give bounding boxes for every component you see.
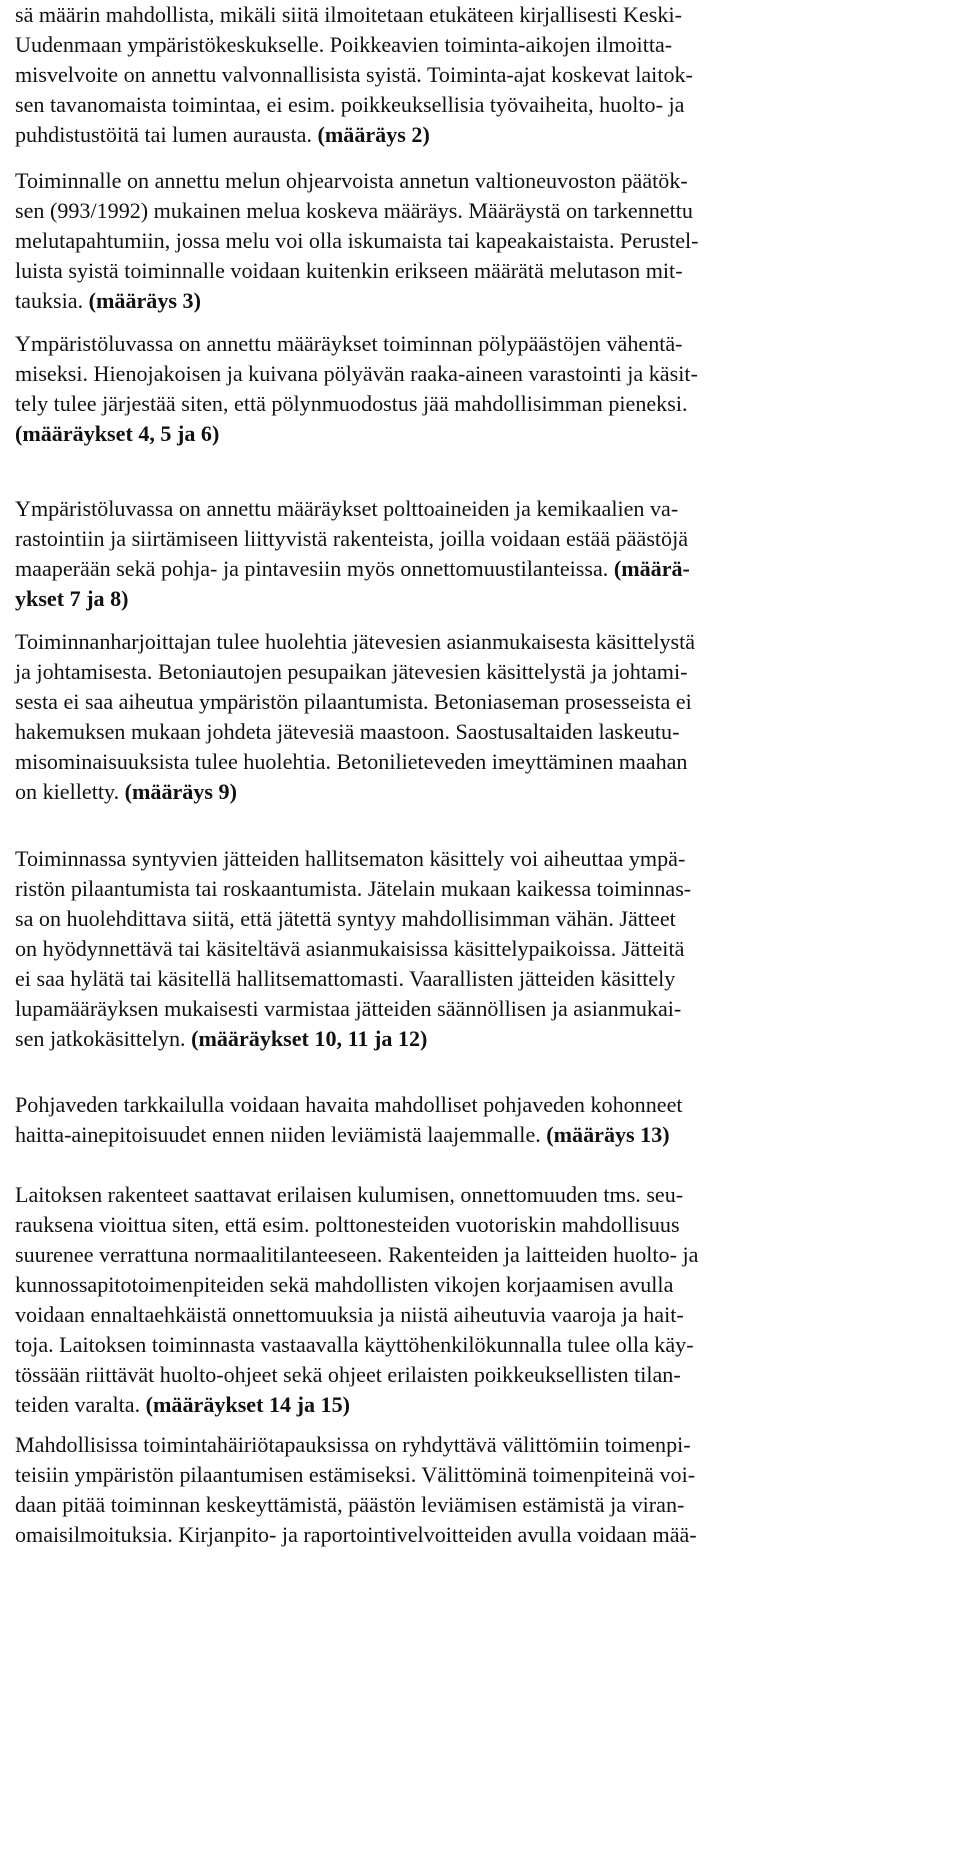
line-text: Pohjaveden tarkkailulla voidaan havaita mahdolliset pohjaveden kohonneet — [15, 1092, 683, 1117]
line-text: rauksena vioittua siten, että esim. polttonesteiden vuotoriskin mahdollisuus — [15, 1212, 680, 1237]
text-line — [15, 256, 945, 286]
line-text: sä määrin mahdollista, mikäli siitä ilmoitetaan etukäteen kirjallisesti Keski- — [15, 2, 682, 27]
line-text: tössään riittävät huolto-ohjeet sekä ohjeet erilaisten poikkeuksellisten tilan- — [15, 1362, 681, 1387]
regulation-reference: ykset 7 ja 8) — [15, 586, 129, 611]
text-line — [15, 60, 945, 90]
line-text: melutapahtumiin, jossa melu voi olla iskumaista tai kapeakaistaista. Perustel- — [15, 228, 699, 253]
line-text: voidaan ennaltaehkäistä onnettomuuksia ja niistä aiheutuvia vaaroja ja hait- — [15, 1302, 684, 1327]
text-line — [15, 1490, 945, 1520]
paragraph — [15, 166, 945, 316]
regulation-reference: (määräys 3) — [88, 288, 201, 313]
text-line — [15, 657, 945, 687]
line-text: Uudenmaan ympäristökeskukselle. Poikkeavien toiminta-aikojen ilmoitta- — [15, 32, 673, 57]
paragraph — [15, 329, 945, 449]
text-line — [15, 627, 945, 657]
paragraph — [15, 1430, 945, 1550]
line-text: teiden varalta. — [15, 1392, 146, 1417]
text-line — [15, 1240, 945, 1270]
line-text: tely tulee järjestää siten, että pölynmuodostus jää mahdollisimman pieneksi. — [15, 391, 688, 416]
line-text: suurenee verrattuna normaalitilanteeseen. Rakenteiden ja laitteiden huolto- ja — [15, 1242, 699, 1267]
line-text: Toiminnanharjoittajan tulee huolehtia jätevesien asianmukaisesta käsittelystä — [15, 629, 696, 654]
line-text: kunnossapitotoimenpiteiden sekä mahdollisten vikojen korjaamisen avulla — [15, 1272, 674, 1297]
text-line — [15, 747, 945, 777]
line-text: puhdistustöitä tai lumen aurausta. — [15, 122, 318, 147]
regulation-reference: (määräys 13) — [546, 1122, 670, 1147]
paragraph — [15, 844, 945, 1054]
text-line — [15, 1120, 945, 1150]
text-line — [15, 120, 945, 150]
text-line — [15, 1270, 945, 1300]
text-line — [15, 1330, 945, 1360]
text-line — [15, 359, 945, 389]
paragraph — [15, 494, 945, 614]
line-text: Toiminnalle on annettu melun ohjearvoista annetun valtioneuvoston päätök- — [15, 168, 688, 193]
line-text: Ympäristöluvassa on annettu määräykset toiminnan pölypäästöjen vähentä- — [15, 331, 683, 356]
text-line — [15, 844, 945, 874]
line-text: rastointiin ja siirtämiseen liittyvistä rakenteista, joilla voidaan estää päästöjä — [15, 526, 689, 551]
line-text: maaperään sekä pohja- ja pintavesiin myös onnettomuustilanteissa. — [15, 556, 614, 581]
line-text: Laitoksen rakenteet saattavat erilaisen kulumisen, onnettomuuden tms. seu- — [15, 1182, 684, 1207]
paragraph — [15, 0, 945, 150]
line-text: miseksi. Hienojakoisen ja kuivana pölyävän raaka-aineen varastointi ja käsit- — [15, 361, 698, 386]
text-line — [15, 524, 945, 554]
regulation-reference: (määräys 9) — [124, 779, 237, 804]
text-line — [15, 777, 945, 807]
line-text: haitta-ainepitoisuudet ennen niiden leviämistä laajemmalle. — [15, 1122, 547, 1147]
text-line — [15, 964, 945, 994]
document-page — [15, 0, 945, 1871]
line-text: ristön pilaantumista tai roskaantumista. Jätelain mukaan kaikessa toiminnas- — [15, 876, 692, 901]
text-line — [15, 419, 945, 449]
line-text: on hyödynnettävä tai käsiteltävä asianmukaisissa käsittelypaikoissa. Jätteitä — [15, 936, 685, 961]
text-line — [15, 1300, 945, 1330]
text-line — [15, 1090, 945, 1120]
line-text: misvelvoite on annettu valvonnallisista syistä. Toiminta-ajat koskevat laitok- — [15, 62, 693, 87]
text-line — [15, 1460, 945, 1490]
regulation-reference: (määräykset 4, 5 ja 6) — [15, 421, 220, 446]
line-text: tauksia. — [15, 288, 89, 313]
text-line — [15, 166, 945, 196]
line-text: lupamääräyksen mukaisesti varmistaa jätteiden säännöllisen ja asianmukai- — [15, 996, 682, 1021]
line-text: sen jatkokäsittelyn. — [15, 1026, 192, 1051]
text-line — [15, 30, 945, 60]
text-line — [15, 0, 945, 30]
text-line — [15, 934, 945, 964]
line-text: Toiminnassa syntyvien jätteiden hallitsematon käsittely voi aiheuttaa ympä- — [15, 846, 686, 871]
paragraph — [15, 1090, 945, 1150]
text-line — [15, 286, 945, 316]
line-text: sa on huolehdittava siitä, että jätettä syntyy mahdollisimman vähän. Jätteet — [15, 906, 676, 931]
text-line — [15, 90, 945, 120]
text-line — [15, 874, 945, 904]
text-line — [15, 994, 945, 1024]
text-line — [15, 389, 945, 419]
text-line — [15, 1390, 945, 1420]
line-text: daan pitää toiminnan keskeyttämistä, päästön leviämisen estämistä ja viran- — [15, 1492, 685, 1517]
line-text: on kielletty. — [15, 779, 125, 804]
line-text: omaisilmoituksia. Kirjanpito- ja raportointivelvoitteiden avulla voidaan mää- — [15, 1522, 697, 1547]
text-line — [15, 196, 945, 226]
line-text: Mahdollisissa toimintahäiriötapauksissa on ryhdyttävä välittömiin toimenpi- — [15, 1432, 691, 1457]
line-text: ja johtamisesta. Betoniautojen pesupaikan jätevesien käsittelystä ja johtami- — [15, 659, 688, 684]
text-line — [15, 1024, 945, 1054]
paragraph — [15, 1180, 945, 1420]
regulation-reference: (määrä- — [613, 556, 690, 581]
line-text: ei saa hylätä tai käsitellä hallitsemattomasti. Vaarallisten jätteiden käsittely — [15, 966, 676, 991]
text-line — [15, 1210, 945, 1240]
line-text: sen tavanomaista toimintaa, ei esim. poikkeuksellisia työvaiheita, huolto- ja — [15, 92, 685, 117]
line-text: toja. Laitoksen toiminnasta vastaavalla käyttöhenkilökunnalla tulee olla käy- — [15, 1332, 694, 1357]
text-line — [15, 1360, 945, 1390]
paragraph — [15, 627, 945, 807]
text-line — [15, 1430, 945, 1460]
text-line — [15, 717, 945, 747]
text-line — [15, 584, 945, 614]
text-line — [15, 687, 945, 717]
text-line — [15, 494, 945, 524]
regulation-reference: (määräykset 10, 11 ja 12) — [191, 1026, 428, 1051]
text-line — [15, 904, 945, 934]
line-text: sesta ei saa aiheutua ympäristön pilaantumista. Betoniaseman prosesseista ei — [15, 689, 692, 714]
line-text: sen (993/1992) mukainen melua koskeva määräys. Määräystä on tarkennettu — [15, 198, 693, 223]
text-line — [15, 1180, 945, 1210]
text-line — [15, 1520, 945, 1550]
line-text: luista syistä toiminnalle voidaan kuitenkin erikseen määrätä melutason mit- — [15, 258, 683, 283]
line-text: hakemuksen mukaan johdeta jätevesiä maastoon. Saostusaltaiden laskeutu- — [15, 719, 680, 744]
line-text: misominaisuuksista tulee huolehtia. Betonilieteveden imeyttäminen maahan — [15, 749, 688, 774]
text-line — [15, 329, 945, 359]
regulation-reference: (määräys 2) — [317, 122, 430, 147]
line-text: teisiin ympäristön pilaantumisen estämiseksi. Välittöminä toimenpiteinä voi- — [15, 1462, 696, 1487]
regulation-reference: (määräykset 14 ja 15) — [145, 1392, 350, 1417]
text-line — [15, 226, 945, 256]
text-line — [15, 554, 945, 584]
line-text: Ympäristöluvassa on annettu määräykset polttoaineiden ja kemikaalien va- — [15, 496, 679, 521]
